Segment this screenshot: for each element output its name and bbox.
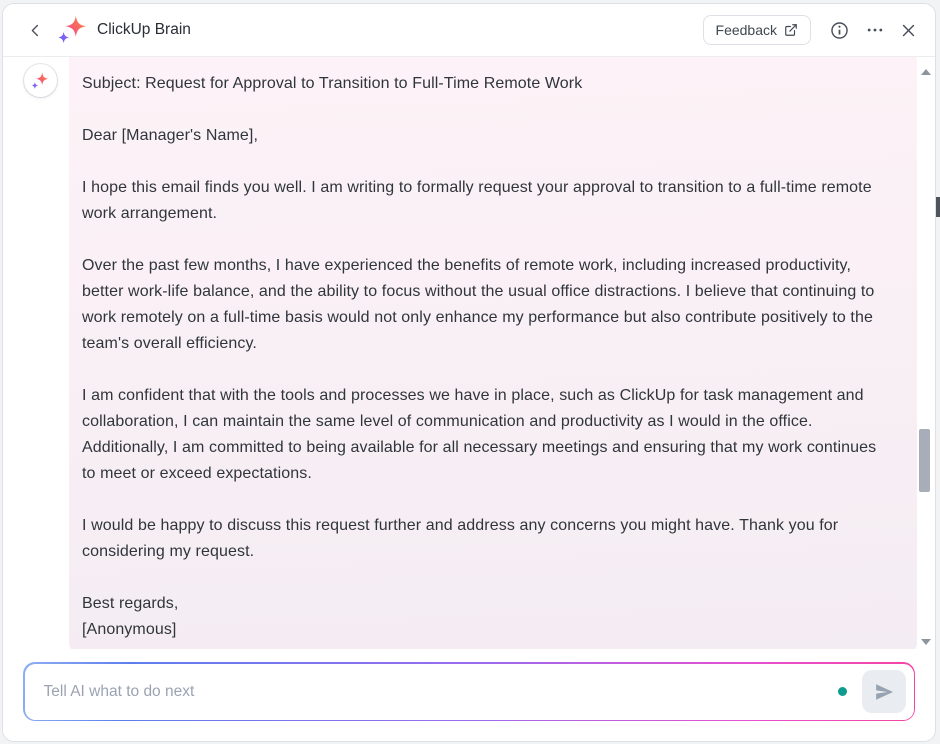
info-circle-icon (830, 21, 849, 40)
clickup-brain-logo-icon (57, 15, 89, 45)
ai-message-bubble (69, 57, 917, 653)
send-paper-plane-icon (873, 681, 895, 703)
email-paragraph: I hope this email finds you well. I am writing to formally request your approval to transition to a full-time remote work arrangement. (82, 179, 872, 222)
ai-sparkle-icon (31, 72, 50, 90)
status-dot-icon (838, 687, 847, 696)
page-scrollbar-fragment (936, 197, 940, 217)
chevron-left-icon (28, 23, 43, 38)
ai-prompt-input[interactable] (25, 664, 838, 720)
email-closing: Best regards, (82, 595, 179, 612)
email-paragraph: I am confident that with the tools and processes we have in place, such as ClickUp for task management and collaboration, I can maintain the same level of communication and productivity as I would in the office. Additionally, I am committed to being available for all necessary meetings and ensuring that my work continues to meet or exceed expectations. (82, 387, 877, 482)
ai-avatar (24, 64, 57, 97)
feedback-button-label: Feedback (715, 22, 777, 38)
close-button[interactable] (900, 22, 917, 39)
email-paragraph: I would be happy to discuss this request further and address any concerns you might have. Thank you for considering my request. (82, 517, 839, 560)
scrollbar-down-arrow-icon[interactable] (921, 639, 931, 645)
email-subject-line: Subject: Request for Approval to Transition to Full-Time Remote Work (82, 75, 583, 92)
scrollbar-thumb[interactable] (919, 429, 930, 492)
message-scrollbar (918, 67, 932, 647)
close-x-icon (900, 22, 917, 39)
feedback-button[interactable] (703, 15, 811, 45)
conversation-area (3, 57, 935, 655)
email-salutation: Dear [Manager's Name], (82, 127, 258, 144)
back-button[interactable] (23, 18, 47, 42)
send-button[interactable] (862, 670, 906, 713)
modal-header (3, 4, 935, 57)
ai-input-container (23, 662, 915, 721)
external-link-icon (784, 23, 798, 37)
ellipsis-icon (865, 20, 885, 40)
email-draft (82, 71, 891, 643)
email-paragraph: Over the past few months, I have experienced the benefits of remote work, including increased productivity, better work-life balance, and the ability to focus without the usual office distractions. I believe that continuing to work remotely on a full-time basis would not only enhance my performance but also contribute positively to the team's overall efficiency. (82, 257, 875, 352)
scrollbar-up-arrow-icon[interactable] (921, 69, 931, 75)
composer-area (3, 649, 935, 741)
info-button[interactable] (830, 21, 849, 40)
modal-title: ClickUp Brain (97, 21, 191, 38)
more-options-button[interactable] (865, 20, 885, 40)
email-signature: [Anonymous] (82, 621, 177, 638)
clickup-brain-modal (2, 3, 936, 742)
